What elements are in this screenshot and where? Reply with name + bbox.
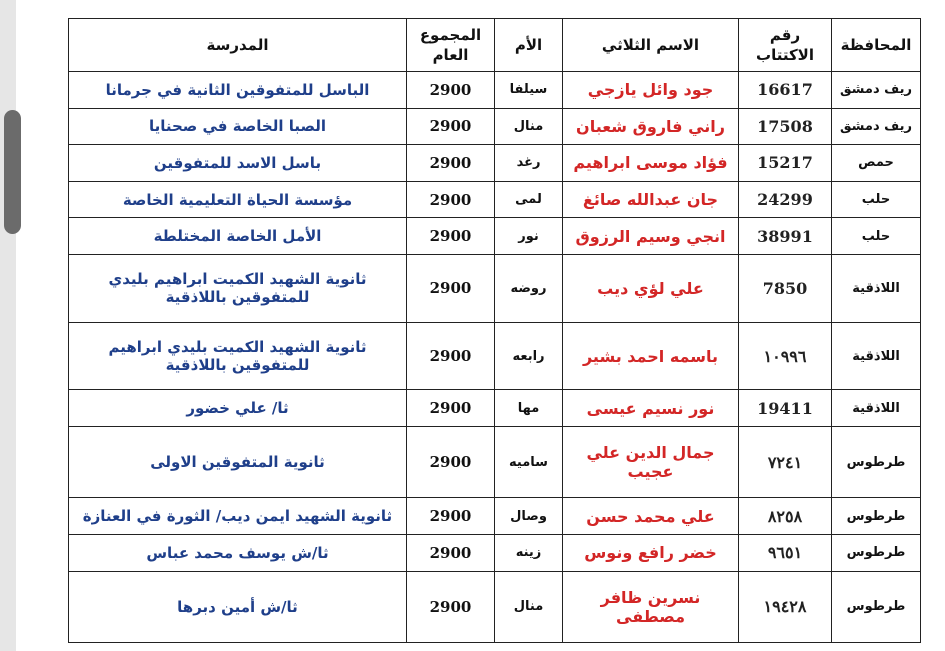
cell-total: 2900 bbox=[407, 218, 495, 255]
cell-full-name: علي محمد حسن bbox=[563, 498, 739, 535]
cell-school: ثا/ش أمين دبرها bbox=[69, 571, 407, 642]
cell-exam-number: 15217 bbox=[739, 145, 832, 182]
cell-full-name: فؤاد موسى ابراهيم bbox=[563, 145, 739, 182]
cell-exam-number: 7850 bbox=[739, 254, 832, 322]
header-exam-number: رقم الاكتتاب bbox=[739, 19, 832, 72]
table-row bbox=[69, 181, 921, 218]
cell-school: ثانوية الشهيد الكميت بليدي ابراهيم للمتفوقين باللاذقية bbox=[69, 322, 407, 390]
header-row bbox=[69, 19, 921, 72]
header-full-name: الاسم الثلاثي bbox=[563, 19, 739, 72]
cell-full-name: نسرين ظافر مصطفى bbox=[563, 571, 739, 642]
cell-school: الأمل الخاصة المختلطة bbox=[69, 218, 407, 255]
cell-full-name: جود وائل يازجي bbox=[563, 72, 739, 109]
cell-full-name: خضر رافع ونوس bbox=[563, 534, 739, 571]
header-mother: الأم bbox=[495, 19, 563, 72]
left-edge-strip bbox=[0, 0, 16, 651]
cell-governorate: طرطوس bbox=[832, 571, 921, 642]
cell-mother: نور bbox=[495, 218, 563, 255]
cell-governorate: ريف دمشق bbox=[832, 72, 921, 109]
cell-total: 2900 bbox=[407, 254, 495, 322]
cell-school: ثا/ علي خضور bbox=[69, 390, 407, 427]
cell-mother: ساميه bbox=[495, 426, 563, 497]
cell-school: مؤسسة الحياة التعليمية الخاصة bbox=[69, 181, 407, 218]
table-row bbox=[69, 145, 921, 182]
cell-school: الصبا الخاصة في صحنايا bbox=[69, 108, 407, 145]
cell-full-name: جمال الدين علي عجيب bbox=[563, 426, 739, 497]
table-row bbox=[69, 534, 921, 571]
cell-mother: وصال bbox=[495, 498, 563, 535]
cell-governorate: اللاذقية bbox=[832, 322, 921, 390]
cell-exam-number: 38991 bbox=[739, 218, 832, 255]
cell-school: ثا/ش يوسف محمد عباس bbox=[69, 534, 407, 571]
cell-full-name: علي لؤي ديب bbox=[563, 254, 739, 322]
table-row bbox=[69, 108, 921, 145]
cell-governorate: طرطوس bbox=[832, 498, 921, 535]
header-school: المدرسة bbox=[69, 19, 407, 72]
cell-governorate: طرطوس bbox=[832, 534, 921, 571]
cell-governorate: اللاذقية bbox=[832, 390, 921, 427]
cell-exam-number: ١٠٩٩٦ bbox=[739, 322, 832, 390]
cell-exam-number: ١٩٤٢٨ bbox=[739, 571, 832, 642]
cell-full-name: جان عبدالله صائغ bbox=[563, 181, 739, 218]
cell-mother: لمى bbox=[495, 181, 563, 218]
cell-exam-number: ٧٢٤١ bbox=[739, 426, 832, 497]
cell-school: باسل الاسد للمتفوقين bbox=[69, 145, 407, 182]
cell-school: ثانوية الشهيد ايمن ديب/ الثورة في العنازة bbox=[69, 498, 407, 535]
cell-total: 2900 bbox=[407, 390, 495, 427]
cell-governorate: ريف دمشق bbox=[832, 108, 921, 145]
cell-exam-number: ٩٦٥١ bbox=[739, 534, 832, 571]
results-table bbox=[68, 18, 921, 643]
cell-total: 2900 bbox=[407, 108, 495, 145]
scrollbar-thumb[interactable] bbox=[4, 110, 21, 234]
cell-mother: منال bbox=[495, 571, 563, 642]
cell-total: 2900 bbox=[407, 426, 495, 497]
table-row bbox=[69, 218, 921, 255]
table-row bbox=[69, 390, 921, 427]
cell-governorate: اللاذقية bbox=[832, 254, 921, 322]
cell-exam-number: ٨٢٥٨ bbox=[739, 498, 832, 535]
cell-school: ثانوية المتفوقين الاولى bbox=[69, 426, 407, 497]
cell-mother: رابعه bbox=[495, 322, 563, 390]
cell-governorate: طرطوس bbox=[832, 426, 921, 497]
cell-governorate: حمص bbox=[832, 145, 921, 182]
cell-full-name: نور نسيم عيسى bbox=[563, 390, 739, 427]
cell-full-name: انجي وسيم الرزوق bbox=[563, 218, 739, 255]
cell-total: 2900 bbox=[407, 181, 495, 218]
cell-full-name: راني فاروق شعبان bbox=[563, 108, 739, 145]
table-row bbox=[69, 426, 921, 497]
cell-exam-number: 24299 bbox=[739, 181, 832, 218]
table-row bbox=[69, 322, 921, 390]
cell-school: ثانوية الشهيد الكميت ابراهيم بليدي للمتفوقين باللاذقية bbox=[69, 254, 407, 322]
cell-mother: منال bbox=[495, 108, 563, 145]
cell-total: 2900 bbox=[407, 72, 495, 109]
cell-governorate: حلب bbox=[832, 181, 921, 218]
table-row bbox=[69, 254, 921, 322]
cell-total: 2900 bbox=[407, 322, 495, 390]
cell-full-name: باسمه احمد بشير bbox=[563, 322, 739, 390]
table-row bbox=[69, 498, 921, 535]
table-row bbox=[69, 571, 921, 642]
cell-governorate: حلب bbox=[832, 218, 921, 255]
cell-total: 2900 bbox=[407, 571, 495, 642]
cell-exam-number: 16617 bbox=[739, 72, 832, 109]
cell-school: الباسل للمتفوقين الثانية في جرمانا bbox=[69, 72, 407, 109]
header-governorate: المحافظة bbox=[832, 19, 921, 72]
cell-total: 2900 bbox=[407, 498, 495, 535]
cell-mother: روضه bbox=[495, 254, 563, 322]
cell-total: 2900 bbox=[407, 534, 495, 571]
cell-exam-number: 19411 bbox=[739, 390, 832, 427]
header-total: المجموع العام bbox=[407, 19, 495, 72]
cell-mother: رغد bbox=[495, 145, 563, 182]
cell-mother: مها bbox=[495, 390, 563, 427]
cell-exam-number: 17508 bbox=[739, 108, 832, 145]
cell-mother: سيلفا bbox=[495, 72, 563, 109]
cell-mother: زينه bbox=[495, 534, 563, 571]
table-row bbox=[69, 72, 921, 109]
cell-total: 2900 bbox=[407, 145, 495, 182]
